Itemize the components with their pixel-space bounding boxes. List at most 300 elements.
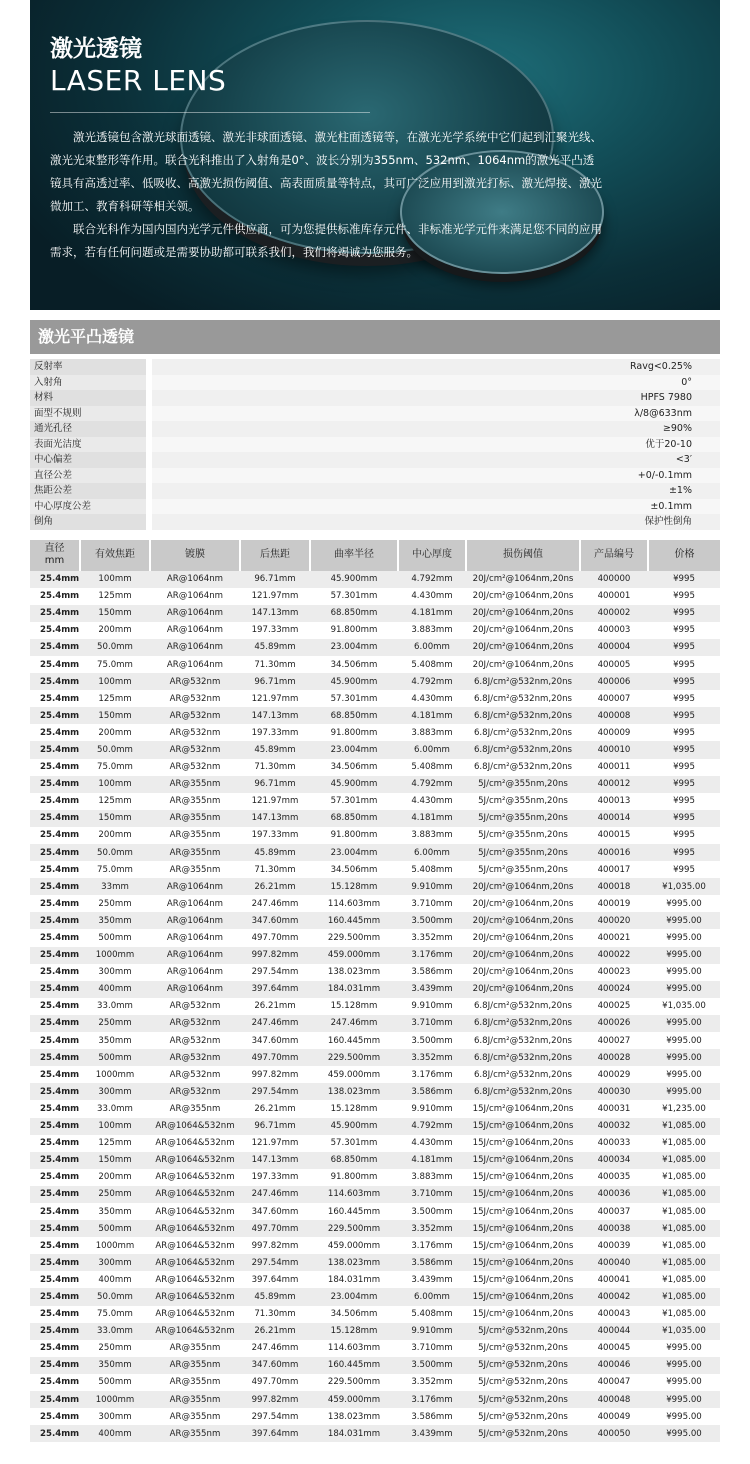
table-cell: ¥995 (648, 656, 720, 673)
table-cell: ¥995 (648, 622, 720, 639)
table-cell: 350mm (80, 1032, 150, 1049)
table-cell: ¥1,085.00 (648, 1203, 720, 1220)
table-cell: 147.13mm (240, 1152, 310, 1169)
table-cell: AR@1064nm (150, 571, 240, 588)
spec-label: 通光孔径 (30, 421, 146, 437)
table-cell: AR@1064nm (150, 878, 240, 895)
hero-title-cn: 激光透镜 (50, 36, 142, 62)
table-cell: 25.4mm (30, 673, 80, 690)
table-cell: AR@1064nm (150, 656, 240, 673)
table-row (30, 622, 720, 639)
table-cell: AR@1064&532nm (150, 1306, 240, 1323)
table-cell: 114.603mm (310, 1340, 398, 1357)
table-row (30, 707, 720, 724)
table-cell: 500mm (80, 929, 150, 946)
table-cell: 5J/cm²@355nm,20ns (466, 810, 580, 827)
table-cell: 45.900mm (310, 1118, 398, 1135)
table-cell: 400mm (80, 1425, 150, 1442)
table-cell: 400019 (580, 895, 648, 912)
table-cell: 25.4mm (30, 759, 80, 776)
spec-value: 优于20-10 (152, 437, 720, 453)
table-cell: AR@355nm (150, 1100, 240, 1117)
table-cell: 20J/cm²@1064nm,20ns (466, 947, 580, 964)
table-cell: 4.792mm (398, 1118, 466, 1135)
table-cell: AR@1064&532nm (150, 1323, 240, 1340)
table-cell: 96.71mm (240, 673, 310, 690)
table-cell: AR@355nm (150, 1357, 240, 1374)
table-cell: 200mm (80, 1169, 150, 1186)
table-cell: 75.0mm (80, 759, 150, 776)
table-cell: 20J/cm²@1064nm,20ns (466, 895, 580, 912)
table-cell: AR@355nm (150, 844, 240, 861)
spec-label: 中心厚度公差 (30, 499, 146, 515)
table-cell: ¥995.00 (648, 912, 720, 929)
table-cell: ¥995 (648, 827, 720, 844)
table-row (30, 741, 720, 758)
table-cell: 500mm (80, 1374, 150, 1391)
table-cell: 6.8J/cm²@532nm,20ns (466, 673, 580, 690)
table-cell: 68.850mm (310, 810, 398, 827)
table-row (30, 1374, 720, 1391)
table-cell: 400037 (580, 1203, 648, 1220)
table-cell: ¥995.00 (648, 1374, 720, 1391)
section-title: 激光平凸透镜 (30, 320, 720, 354)
table-cell: AR@1064&532nm (150, 1288, 240, 1305)
table-cell: ¥995 (648, 690, 720, 707)
table-cell: 100mm (80, 571, 150, 588)
table-cell: 347.60mm (240, 1032, 310, 1049)
table-cell: 6.8J/cm²@532nm,20ns (466, 998, 580, 1015)
table-cell: 15.128mm (310, 1323, 398, 1340)
table-cell: 3.439mm (398, 1271, 466, 1288)
table-cell: AR@532nm (150, 1083, 240, 1100)
table-cell: 25.4mm (30, 776, 80, 793)
spec-value: ±1% (152, 483, 720, 499)
table-cell: 5J/cm²@532nm,20ns (466, 1425, 580, 1442)
hero-divider (50, 112, 370, 113)
table-row (30, 1118, 720, 1135)
table-cell: 25.4mm (30, 964, 80, 981)
table-row (30, 895, 720, 912)
table-row (30, 1135, 720, 1152)
table-cell: 91.800mm (310, 622, 398, 639)
table-cell: 400009 (580, 724, 648, 741)
table-cell: 5J/cm²@355nm,20ns (466, 776, 580, 793)
table-cell: AR@532nm (150, 690, 240, 707)
table-cell: 5J/cm²@532nm,20ns (466, 1357, 580, 1374)
table-cell: AR@1064nm (150, 981, 240, 998)
table-cell: 15J/cm²@1064nm,20ns (466, 1100, 580, 1117)
table-cell: 125mm (80, 793, 150, 810)
table-cell: 5J/cm²@532nm,20ns (466, 1340, 580, 1357)
table-cell: 150mm (80, 1152, 150, 1169)
table-cell: 147.13mm (240, 707, 310, 724)
table-cell: AR@1064&532nm (150, 1220, 240, 1237)
table-row (30, 1425, 720, 1442)
table-cell: AR@355nm (150, 1391, 240, 1408)
table-cell: 4.181mm (398, 605, 466, 622)
table-cell: 25.4mm (30, 929, 80, 946)
table-cell: ¥995.00 (648, 929, 720, 946)
table-cell: 4.181mm (398, 810, 466, 827)
table-cell: 400031 (580, 1100, 648, 1117)
table-cell: 400032 (580, 1118, 648, 1135)
table-cell: 347.60mm (240, 1357, 310, 1374)
spec-value: <3′ (152, 452, 720, 468)
table-row (30, 1152, 720, 1169)
table-cell: 6.8J/cm²@532nm,20ns (466, 1049, 580, 1066)
table-cell: 25.4mm (30, 1186, 80, 1203)
table-cell: 4.430mm (398, 793, 466, 810)
table-cell: 15J/cm²@1064nm,20ns (466, 1220, 580, 1237)
table-cell: 96.71mm (240, 571, 310, 588)
table-cell: 297.54mm (240, 964, 310, 981)
table-cell: ¥995 (648, 639, 720, 656)
table-cell: 25.4mm (30, 1169, 80, 1186)
table-cell: 347.60mm (240, 1203, 310, 1220)
table-cell: 3.352mm (398, 1374, 466, 1391)
table-cell: 20J/cm²@1064nm,20ns (466, 929, 580, 946)
table-cell: 20J/cm²@1064nm,20ns (466, 912, 580, 929)
table-cell: 6.8J/cm²@532nm,20ns (466, 759, 580, 776)
table-cell: ¥995 (648, 724, 720, 741)
table-cell: 3.883mm (398, 827, 466, 844)
table-cell: 400038 (580, 1220, 648, 1237)
table-cell: 25.4mm (30, 947, 80, 964)
table-cell: 25.4mm (30, 810, 80, 827)
table-row (30, 1391, 720, 1408)
table-cell: 25.4mm (30, 1306, 80, 1323)
table-cell: 34.506mm (310, 656, 398, 673)
table-row (30, 878, 720, 895)
table-cell: 25.4mm (30, 724, 80, 741)
table-cell: 400004 (580, 639, 648, 656)
table-cell: ¥1,085.00 (648, 1135, 720, 1152)
table-cell: 4.792mm (398, 776, 466, 793)
table-cell: 5J/cm²@355nm,20ns (466, 827, 580, 844)
table-cell: 15J/cm²@1064nm,20ns (466, 1237, 580, 1254)
table-cell: 400024 (580, 981, 648, 998)
table-cell: ¥995.00 (648, 1408, 720, 1425)
table-cell: 6.8J/cm²@532nm,20ns (466, 741, 580, 758)
table-cell: 71.30mm (240, 656, 310, 673)
table-cell: 400010 (580, 741, 648, 758)
table-cell: 45.900mm (310, 776, 398, 793)
table-cell: 500mm (80, 1220, 150, 1237)
table-cell: 197.33mm (240, 827, 310, 844)
spec-value: ±0.1mm (152, 499, 720, 515)
table-cell: AR@1064nm (150, 622, 240, 639)
table-cell: AR@1064nm (150, 964, 240, 981)
table-cell: 26.21mm (240, 998, 310, 1015)
table-cell: 160.445mm (310, 1203, 398, 1220)
table-cell: ¥1,035.00 (648, 1323, 720, 1340)
table-cell: ¥995 (648, 861, 720, 878)
table-cell: 6.00mm (398, 844, 466, 861)
table-cell: 400003 (580, 622, 648, 639)
table-cell: AR@1064&532nm (150, 1203, 240, 1220)
table-cell: 1000mm (80, 1391, 150, 1408)
table-cell: 3.352mm (398, 929, 466, 946)
table-cell: 247.46mm (240, 1015, 310, 1032)
table-cell: ¥1,085.00 (648, 1186, 720, 1203)
table-cell: 91.800mm (310, 827, 398, 844)
table-cell: 459.000mm (310, 947, 398, 964)
table-cell: 6.8J/cm²@532nm,20ns (466, 1083, 580, 1100)
table-cell: 147.13mm (240, 605, 310, 622)
table-cell: 297.54mm (240, 1254, 310, 1271)
table-cell: 247.46mm (310, 1015, 398, 1032)
table-cell: 34.506mm (310, 861, 398, 878)
table-row (30, 912, 720, 929)
table-cell: 400033 (580, 1135, 648, 1152)
table-cell: 3.176mm (398, 1066, 466, 1083)
table-cell: 400023 (580, 964, 648, 981)
table-cell: 3.883mm (398, 1169, 466, 1186)
table-cell: 5J/cm²@532nm,20ns (466, 1391, 580, 1408)
table-cell: 397.64mm (240, 1271, 310, 1288)
table-cell: 25.4mm (30, 571, 80, 588)
table-cell: 121.97mm (240, 793, 310, 810)
spec-row (30, 359, 720, 375)
table-cell: 20J/cm²@1064nm,20ns (466, 639, 580, 656)
table-cell: 25.4mm (30, 1015, 80, 1032)
table-cell: AR@532nm (150, 998, 240, 1015)
table-cell: 400042 (580, 1288, 648, 1305)
table-cell: 400mm (80, 1271, 150, 1288)
table-cell: 247.46mm (240, 1186, 310, 1203)
table-row (30, 793, 720, 810)
table-cell: 68.850mm (310, 605, 398, 622)
table-cell: 25.4mm (30, 1374, 80, 1391)
table-cell: 25.4mm (30, 1340, 80, 1357)
table-cell: 25.4mm (30, 1135, 80, 1152)
table-cell: ¥1,235.00 (648, 1100, 720, 1117)
table-cell: 25.4mm (30, 827, 80, 844)
table-cell: 184.031mm (310, 981, 398, 998)
table-cell: 3.500mm (398, 912, 466, 929)
table-row (30, 1340, 720, 1357)
table-cell: ¥995 (648, 571, 720, 588)
table-cell: 4.792mm (398, 673, 466, 690)
table-cell: 138.023mm (310, 1254, 398, 1271)
table-cell: AR@532nm (150, 1032, 240, 1049)
table-cell: 400039 (580, 1237, 648, 1254)
table-row (30, 1049, 720, 1066)
table-cell: 45.89mm (240, 639, 310, 656)
spec-value: +0/-0.1mm (152, 468, 720, 484)
table-cell: AR@1064nm (150, 912, 240, 929)
table-row (30, 1408, 720, 1425)
spec-row (30, 390, 720, 406)
hero-paragraph-2: 联合光科作为国内国内光学元件供应商，可为您提供标准库存元件、非标准光学元件来满足您不同的应用需求，若有任何问题或是需要协助都可联系我们，我们将竭诚为您服务。 (50, 222, 602, 259)
table-cell: 4.430mm (398, 690, 466, 707)
table-row (30, 1169, 720, 1186)
table-cell: ¥995.00 (648, 1083, 720, 1100)
table-cell: 5J/cm²@532nm,20ns (466, 1323, 580, 1340)
table-row (30, 947, 720, 964)
table-cell: 400043 (580, 1306, 648, 1323)
table-cell: 121.97mm (240, 690, 310, 707)
table-cell: 138.023mm (310, 1408, 398, 1425)
table-cell: 150mm (80, 707, 150, 724)
spec-label: 材料 (30, 390, 146, 406)
table-cell: 400046 (580, 1357, 648, 1374)
table-cell: 25.4mm (30, 1323, 80, 1340)
table-cell: 57.301mm (310, 793, 398, 810)
table-cell: 160.445mm (310, 1357, 398, 1374)
table-row (30, 1015, 720, 1032)
table-cell: 33mm (80, 878, 150, 895)
table-cell: 33.0mm (80, 1323, 150, 1340)
table-cell: 160.445mm (310, 912, 398, 929)
column-header: 直径 mm (30, 540, 80, 571)
product-table (30, 540, 720, 1443)
table-cell: AR@1064nm (150, 588, 240, 605)
table-cell: 400049 (580, 1408, 648, 1425)
table-row (30, 1288, 720, 1305)
table-row (30, 981, 720, 998)
table-cell: ¥995.00 (648, 1340, 720, 1357)
spec-row (30, 437, 720, 453)
table-cell: AR@1064nm (150, 929, 240, 946)
table-cell: 121.97mm (240, 588, 310, 605)
table-header-row (30, 540, 720, 571)
table-cell: 400040 (580, 1254, 648, 1271)
table-cell: 15J/cm²@1064nm,20ns (466, 1118, 580, 1135)
table-cell: 400044 (580, 1323, 648, 1340)
table-cell: 3.883mm (398, 622, 466, 639)
table-cell: 229.500mm (310, 1049, 398, 1066)
table-cell: 25.4mm (30, 1408, 80, 1425)
table-row (30, 929, 720, 946)
table-cell: 300mm (80, 964, 150, 981)
table-cell: 400mm (80, 981, 150, 998)
table-cell: 3.586mm (398, 1254, 466, 1271)
table-cell: AR@532nm (150, 673, 240, 690)
column-header: 损伤阈值 (466, 540, 580, 571)
spec-row (30, 421, 720, 437)
table-cell: 50.0mm (80, 844, 150, 861)
table-cell: 5.408mm (398, 1306, 466, 1323)
table-cell: 497.70mm (240, 929, 310, 946)
table-cell: 400016 (580, 844, 648, 861)
table-cell: 497.70mm (240, 1220, 310, 1237)
table-cell: 400013 (580, 793, 648, 810)
table-cell: 26.21mm (240, 1323, 310, 1340)
table-cell: 5.408mm (398, 656, 466, 673)
table-cell: 45.89mm (240, 844, 310, 861)
table-cell: 400005 (580, 656, 648, 673)
table-cell: 25.4mm (30, 639, 80, 656)
table-cell: ¥995 (648, 588, 720, 605)
table-cell: 75.0mm (80, 656, 150, 673)
table-cell: AR@532nm (150, 724, 240, 741)
table-cell: ¥1,085.00 (648, 1254, 720, 1271)
table-row (30, 1083, 720, 1100)
table-row (30, 1032, 720, 1049)
table-cell: 459.000mm (310, 1237, 398, 1254)
table-cell: 45.89mm (240, 1288, 310, 1305)
table-cell: AR@1064&532nm (150, 1152, 240, 1169)
table-cell: 500mm (80, 1049, 150, 1066)
table-cell: 400034 (580, 1152, 648, 1169)
table-cell: 229.500mm (310, 929, 398, 946)
table-cell: 400045 (580, 1340, 648, 1357)
table-cell: AR@532nm (150, 1066, 240, 1083)
table-cell: 400027 (580, 1032, 648, 1049)
table-cell: 3.710mm (398, 1186, 466, 1203)
table-cell: ¥995 (648, 776, 720, 793)
table-cell: 100mm (80, 776, 150, 793)
table-cell: 3.586mm (398, 964, 466, 981)
table-cell: 25.4mm (30, 707, 80, 724)
table-cell: ¥995 (648, 741, 720, 758)
table-cell: 15J/cm²@1064nm,20ns (466, 1186, 580, 1203)
table-cell: 997.82mm (240, 1391, 310, 1408)
table-cell: 71.30mm (240, 759, 310, 776)
table-cell: 96.71mm (240, 776, 310, 793)
table-cell: 25.4mm (30, 1271, 80, 1288)
table-row (30, 571, 720, 588)
table-cell: 400014 (580, 810, 648, 827)
table-row (30, 724, 720, 741)
table-cell: 45.900mm (310, 673, 398, 690)
table-cell: 400011 (580, 759, 648, 776)
table-cell: 400008 (580, 707, 648, 724)
table-cell: 6.8J/cm²@532nm,20ns (466, 1015, 580, 1032)
table-cell: 20J/cm²@1064nm,20ns (466, 588, 580, 605)
table-cell: 20J/cm²@1064nm,20ns (466, 964, 580, 981)
table-cell: 250mm (80, 1015, 150, 1032)
table-cell: 25.4mm (30, 1425, 80, 1442)
table-cell: 33.0mm (80, 1100, 150, 1117)
table-cell: 4.430mm (398, 1135, 466, 1152)
table-cell: ¥1,085.00 (648, 1118, 720, 1135)
table-cell: 5J/cm²@532nm,20ns (466, 1374, 580, 1391)
table-row (30, 588, 720, 605)
table-cell: 25.4mm (30, 1288, 80, 1305)
spec-label: 直径公差 (30, 468, 146, 484)
table-cell: 25.4mm (30, 656, 80, 673)
table-cell: 9.910mm (398, 998, 466, 1015)
table-cell: 184.031mm (310, 1425, 398, 1442)
table-cell: 1000mm (80, 1237, 150, 1254)
table-cell: ¥995 (648, 844, 720, 861)
table-cell: 15.128mm (310, 998, 398, 1015)
table-cell: AR@1064&532nm (150, 1169, 240, 1186)
spec-row (30, 375, 720, 391)
table-cell: 3.176mm (398, 1237, 466, 1254)
table-cell: 400035 (580, 1169, 648, 1186)
table-cell: 3.176mm (398, 947, 466, 964)
table-cell: 50.0mm (80, 639, 150, 656)
table-cell: 400050 (580, 1425, 648, 1442)
table-row (30, 1066, 720, 1083)
table-cell: 6.00mm (398, 1288, 466, 1305)
table-cell: 400007 (580, 690, 648, 707)
table-cell: 15J/cm²@1064nm,20ns (466, 1203, 580, 1220)
table-cell: 57.301mm (310, 1135, 398, 1152)
table-cell: 150mm (80, 810, 150, 827)
table-cell: AR@355nm (150, 827, 240, 844)
table-cell: 1000mm (80, 947, 150, 964)
table-cell: 114.603mm (310, 895, 398, 912)
table-cell: AR@1064&532nm (150, 1135, 240, 1152)
table-cell: ¥995 (648, 707, 720, 724)
table-cell: 25.4mm (30, 1220, 80, 1237)
table-row (30, 998, 720, 1015)
